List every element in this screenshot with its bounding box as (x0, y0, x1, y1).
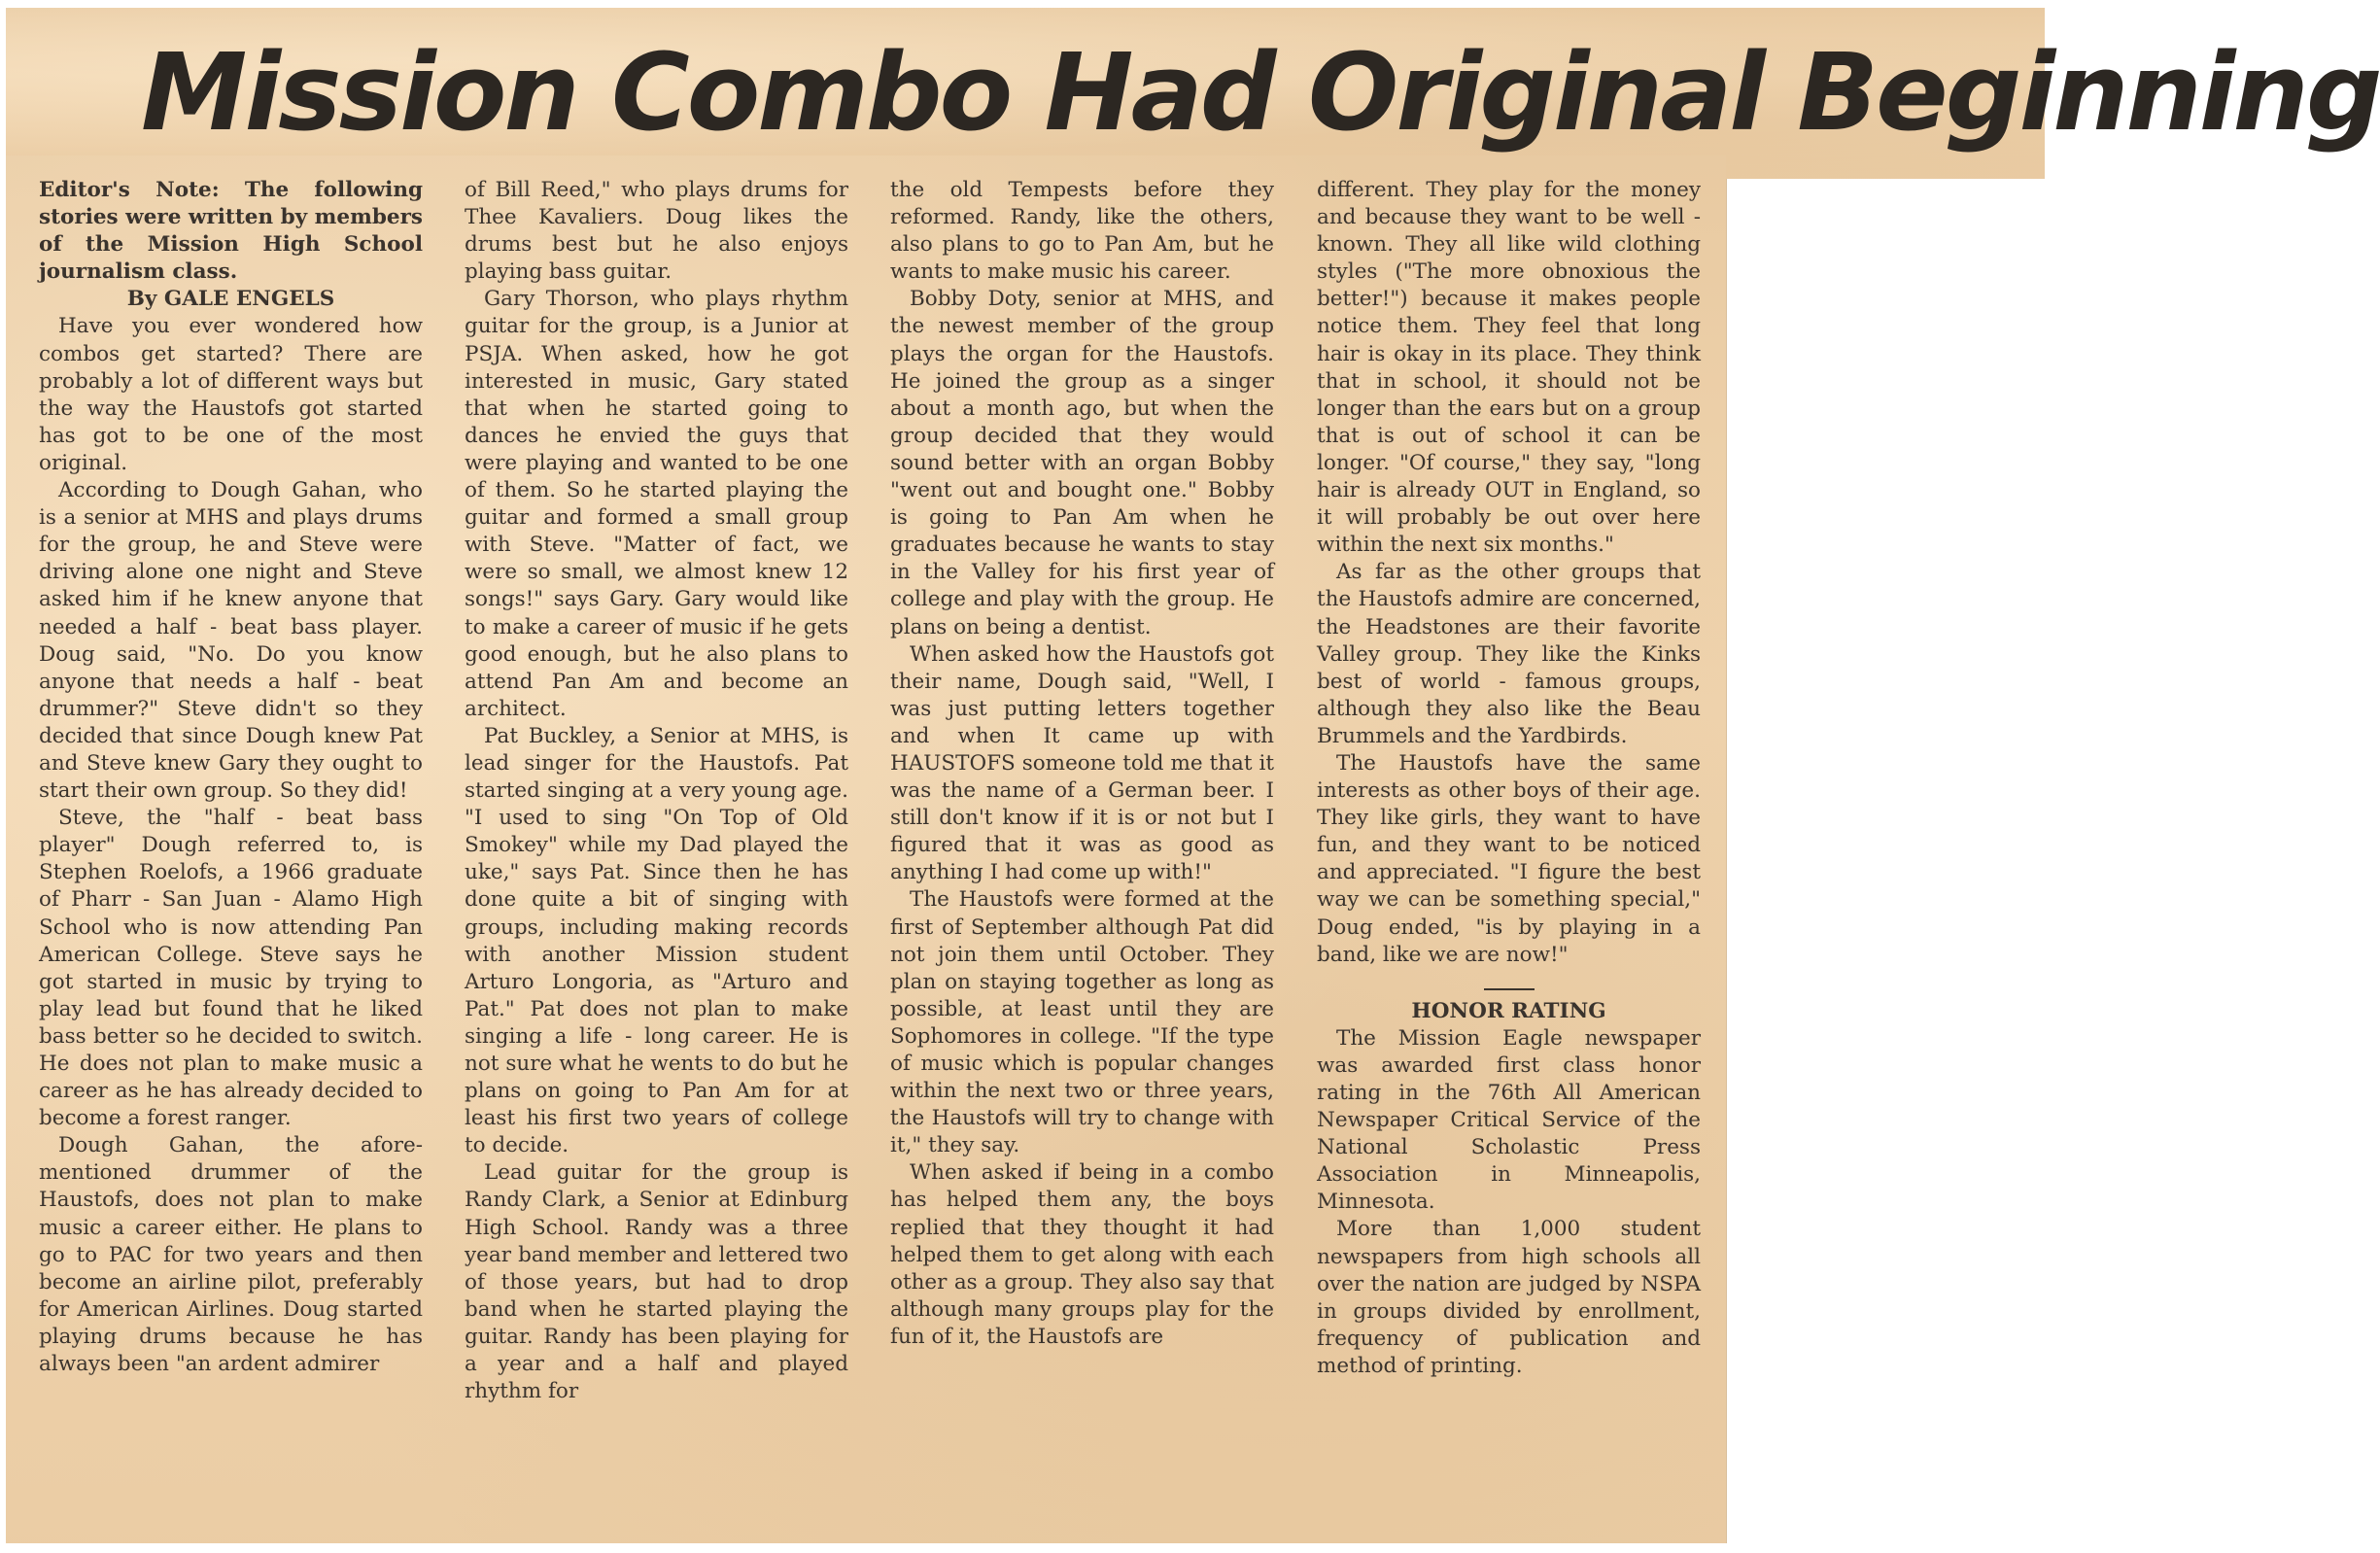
paragraph: Steve, the "half - beat bass player" Dough referred to, is Stephen Roelofs, a 1966 graduate of Pharr - San Juan - Alamo High School who is now attending Pan American College. Steve says he got started in music by trying to play lead but found that he liked bass better so he decided to switch. He does not plan to make music a career as he has already decided to become a forest ranger. (39, 806, 423, 1131)
paragraph: Bobby Doty, senior at MHS, and the newest member of the group plays the organ for the Haustofs. He joined the group as a singer about a month ago, but when the group decided that they would sound better with an organ Bobby "went out and bought one." Bobby is going to Pan Am when he graduates because he wants to stay in the Valley for his first year of college and play with the group. He plans on being a dentist. (890, 287, 1274, 639)
paragraph: According to Dough Gahan, who is a senior at MHS and plays drums for the group, he and Steve were driving alone one night and Steve asked him if he knew anyone that needed a half - beat bass player. Doug said, "No. Do you know anyone that needs a half - beat drummer?" Steve didn't so they decided that since Dough knew Pat and Steve knew Gary they ought to start their own group. So they did! (39, 478, 423, 804)
paragraph: The Mission Eagle newspaper was awarded first class honor rating in the 76th All American Newspaper Critical Service of the National Scholastic Press Association in Minneapolis, Minnesota. (1317, 1025, 1701, 1215)
paragraph: The Haustofs were formed at the first of September although Pat did not join them until October. They plan on staying together as long as possible, at least until they are Sophomores in college. "If the type of music which is popular changes within the next two or three years, the Haustofs will try to change with it," they say. (890, 887, 1274, 1158)
paragraph: Have you ever wondered how combos get started? There are probably a lot of different ways but the way the Haustofs got started has got to be one of the most original. (39, 314, 423, 475)
paragraph: Dough Gahan, the afore-mentioned drummer of the Haustofs, does not plan to make music a career either. He plans to go to PAC for two years and then become an airline pilot, preferably for American Airlines. Doug started playing drums because he has always been "an ardent admirer (39, 1133, 423, 1377)
article-column-3 (890, 177, 1274, 1351)
paragraph-continued: the old Tempests before they reformed. Randy, like the others, also plans to go to Pan Am, but he wants to make music his career. (890, 178, 1274, 285)
article-column-1 (39, 177, 423, 1378)
paragraph: The Haustofs have the same interests as other boys of their age. They like girls, they want to have fun, and they want to be noticed and appreciated. "I figure the best way we can be something special," Doug ended, "is by playing in a band, like we are now!" (1317, 750, 1701, 967)
article-column-4 (1317, 177, 1701, 1380)
paragraph: More than 1,000 student newspapers from high schools all over the nation are judged by NSPA in groups divided by enrollment, frequency of publication and method of printing. (1317, 1217, 1701, 1378)
paragraph: When asked if being in a combo has helped them any, the boys replied that they thought it had helped them to get along with each other as a group. They also say that although many groups play for the fun of it, the Haustofs are (890, 1160, 1274, 1349)
paragraph: When asked how the Haustofs got their name, Dough said, "Well, I was just putting letters together and when It came up with HAUSTOFS someone told me that it was the name of a German beer. I still don't know if it is or not but I figured that it was as good as anything I had come up with!" (890, 641, 1274, 885)
section-divider (1484, 988, 1535, 990)
subhead-honor-rating: HONOR RATING (1411, 998, 1606, 1023)
byline: By GALE ENGELS (126, 287, 335, 312)
article-column-2 (465, 177, 848, 1405)
clipping-edge (1726, 179, 1727, 1543)
paragraph-continued: of Bill Reed," who plays drums for Thee Kavaliers. Doug likes the drums best but he also enjoys playing bass guitar. (465, 178, 848, 285)
headline: Mission Combo Had Original Beginning (141, 30, 2380, 155)
paragraph: Pat Buckley, a Senior at MHS, is lead singer for the Haustofs. Pat started singing at a very young age. "I used to sing "On Top of Old Smokey" while my Dad played the uke," says Pat. Since then he has done quite a bit of singing with groups, including making records with another Mission student Arturo Longoria, as "Arturo and Pat." Pat does not plan to make singing a life - long career. He is not sure what he wents to do but he plans on going to Pan Am for at least his first two years of college to decide. (465, 723, 848, 1158)
paragraph: As far as the other groups that the Haustofs admire are concerned, the Headstones are their favorite Valley group. They like the Kinks best of world - famous groups, although they also like the Beau Brummels and the Yardbirds. (1317, 560, 1701, 748)
paragraph-continued: different. They play for the money and because they want to be well - known. They all like wild clothing styles ("The more obnoxious the better!") because it makes people notice them. They feel that long hair is okay in its place. They think that in school, it should not be longer than the ears but on a group that is out of school it can be longer. "Of course," they say, "long hair is already OUT in England, so it will probably be out over here within the next six months." (1317, 178, 1701, 558)
editors-note: Editor's Note: The following stories were written by members of the Mission High School journalism class. (39, 178, 423, 285)
paragraph: Gary Thorson, who plays rhythm guitar for the group, is a Junior at PSJA. When asked, how he got interested in music, Gary stated that when he started going to dances he envied the guys that were playing and wanted to be one of them. So he started playing the guitar and formed a small group with Steve. "Matter of fact, we were so small, we almost knew 12 songs!" says Gary. Gary would like to make a career of music if he gets good enough, but he also plans to attend Pan Am and become an architect. (465, 287, 848, 721)
paragraph: Lead guitar for the group is Randy Clark, a Senior at Edinburg High School. Randy was a three year band member and lettered two of those years, but had to drop band when he started playing the guitar. Randy has been playing for a year and a half and played rhythm for (465, 1160, 848, 1404)
